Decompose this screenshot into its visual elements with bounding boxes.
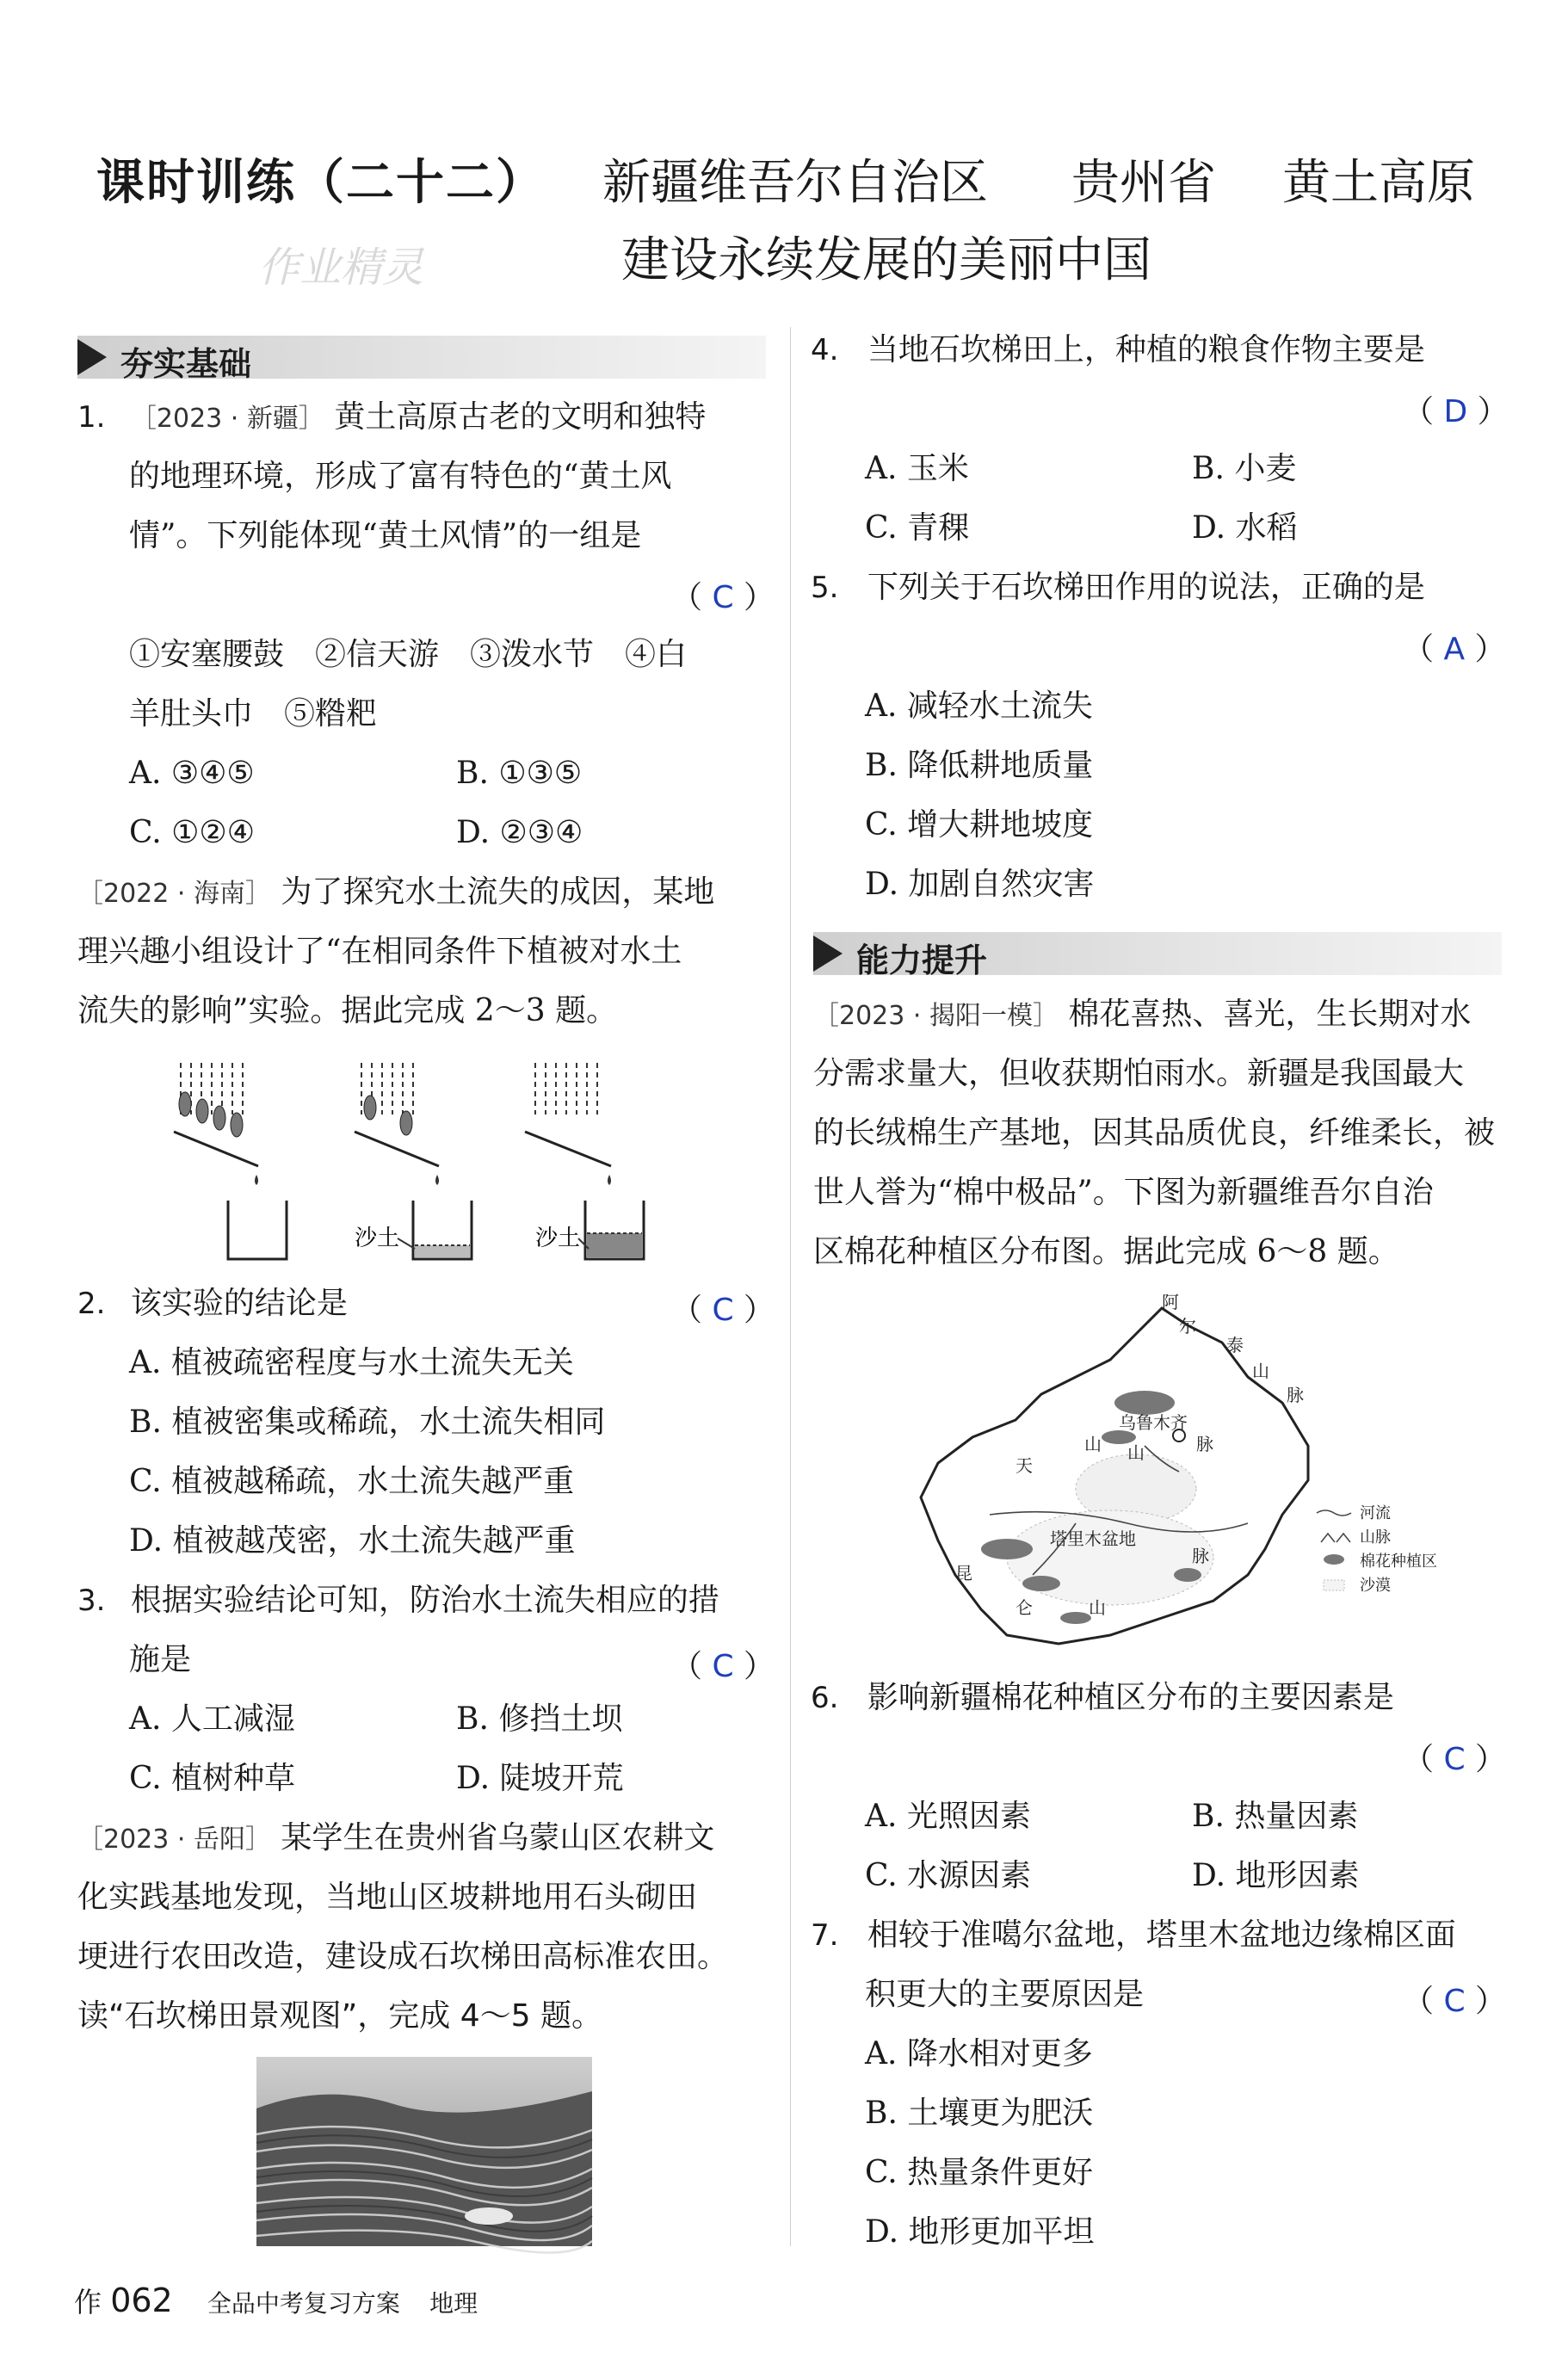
q2-number: 2.	[77, 1287, 106, 1321]
section-advanced	[813, 932, 1502, 979]
q4-line	[811, 320, 1425, 380]
q4-option-a: A. 玉米	[865, 451, 969, 486]
q3-stem-1: 根据实验结论可知，防治水土流失相应的措	[130, 1583, 719, 1618]
page-footer	[74, 2281, 478, 2320]
q7-option-c: C. 热量条件更好	[865, 2155, 1094, 2190]
intro23-text-3: 流失的影响”实验。据此完成 2～3 题。	[77, 993, 618, 1028]
q3-option-d: D. 陡坡开荒	[456, 1761, 624, 1796]
page-number: 062	[110, 2281, 173, 2319]
q5-line	[811, 558, 1425, 618]
q6-option-b: B. 热量因素	[1192, 1799, 1359, 1834]
experiment-setup-dense	[174, 1063, 287, 1259]
q6-option-c: C. 水源因素	[865, 1858, 1032, 1893]
q1-items-1: ①安塞腰鼓 ②信天游 ③泼水节 ④白	[129, 637, 688, 672]
q2-option-a: A. 植被疏密程度与水土流失无关	[129, 1345, 574, 1380]
footer-book-title: 全品中考复习方案	[207, 2289, 400, 2318]
intro68-text-5: 区棉花种植区分布图。据此完成 6～8 题。	[813, 1234, 1399, 1269]
q1-line1	[77, 387, 706, 448]
q5-option-c: C. 增大耕地坡度	[865, 807, 1094, 843]
region-xinjiang: 新疆维吾尔自治区	[602, 155, 988, 211]
q1-number: 1.	[77, 400, 106, 435]
column-divider	[790, 327, 791, 2246]
q6-answer: C	[1443, 1742, 1466, 1777]
section-arrow-icon	[813, 935, 843, 972]
intro45-text-3: 埂进行农田改造，建设成石坎梯田高标准农田。	[77, 1939, 729, 1974]
q5-option-a: A. 减轻水土流失	[865, 688, 1093, 724]
intro23-text-2: 理兴趣小组设计了“在相同条件下植被对水土	[77, 934, 682, 969]
map-label-shan-2: 山	[1127, 1442, 1145, 1463]
q4-stem: 当地石坎梯田上，种植的粮食作物主要是	[867, 332, 1425, 367]
q6-option-a: A. 光照因素	[865, 1799, 1031, 1834]
q7-line1	[811, 1905, 1456, 1966]
intro45-source-tag: ［2023 · 岳阳］	[77, 1824, 271, 1855]
q1-option-b: B. ①③⑤	[456, 756, 583, 791]
q1-stem-2: 的地理环境，形成了富有特色的“黄土风	[129, 459, 672, 494]
q3-line1	[77, 1571, 719, 1631]
intro68-text-3: 的长绒棉生产基地，因其品质优良，纤维柔长，被	[813, 1115, 1496, 1151]
section-arrow-icon	[77, 339, 107, 375]
q7-answer-box: （ C ）	[1403, 1984, 1507, 2019]
footer-prefix: 作	[74, 2286, 102, 2318]
lesson-subtitle: 建设永续发展的美丽中国	[621, 232, 1151, 288]
intro45-line1	[77, 1808, 714, 1869]
experiment-label-sand-2: 沙土	[535, 1226, 581, 1251]
xinjiang-cotton-map	[904, 1291, 1437, 1661]
q2-answer: C	[712, 1293, 734, 1328]
q6-line	[811, 1668, 1394, 1728]
q2-option-b: B. 植被密集或稀疏，水土流失相同	[129, 1405, 606, 1440]
q5-number: 5.	[811, 571, 839, 605]
legend-river: 河流	[1360, 1504, 1391, 1522]
legend-mountain: 山脉	[1360, 1528, 1391, 1547]
q3-stem-2: 施是	[129, 1642, 192, 1677]
q7-number: 7.	[811, 1918, 839, 1953]
map-label-lun: 仑	[1015, 1597, 1033, 1618]
q7-option-b: B. 土壤更为肥沃	[865, 2096, 1094, 2131]
q1-option-a: A. ③④⑤	[129, 756, 255, 791]
lesson-title: 课时训练（二十二）	[96, 155, 546, 211]
intro68-text-2: 分需求量大，但收获期怕雨水。新疆是我国最大	[813, 1056, 1465, 1091]
experiment-label-sand-1: 沙土	[355, 1226, 400, 1251]
q4-option-c: C. 青稞	[865, 510, 970, 546]
map-label-mai-altai: 脉	[1287, 1385, 1304, 1405]
legend-cotton: 棉花种植区	[1360, 1553, 1437, 1571]
q5-option-d: D. 加剧自然灾害	[865, 867, 1095, 902]
intro68-text-4: 世人誉为“棉中极品”。下图为新疆维吾尔自治	[813, 1175, 1434, 1210]
map-label-urumqi: 乌鲁木齐	[1119, 1412, 1188, 1433]
intro23-source-tag: ［2022 · 海南］	[77, 879, 271, 909]
map-label-mai-kunlun: 脉	[1192, 1546, 1209, 1566]
q1-answer-box: （ C ）	[671, 580, 775, 615]
map-label-tai: 泰	[1226, 1335, 1244, 1355]
footer-subject: 地理	[429, 2289, 478, 2318]
section-advanced-title: 能力提升	[856, 942, 988, 979]
intro23-text-1: 为了探究水土流失的成因，某地	[281, 874, 715, 910]
q6-number: 6.	[811, 1681, 839, 1715]
q5-option-b: B. 降低耕地质量	[865, 748, 1094, 783]
q2-line	[77, 1274, 348, 1334]
q1-option-c: C. ①②④	[129, 815, 255, 850]
map-legend	[1317, 1504, 1437, 1595]
map-label-shan-kunlun: 山	[1089, 1597, 1106, 1618]
intro68-source-tag: ［2023 · 揭阳一模］	[813, 1001, 1059, 1031]
q2-option-d: D. 植被越茂密，水土流失越严重	[129, 1523, 576, 1559]
intro45-text-1: 某学生在贵州省乌蒙山区农耕文	[281, 1820, 715, 1855]
experiment-diagram	[164, 1054, 663, 1278]
q7-answer: C	[1443, 1984, 1466, 2019]
q1-answer: C	[712, 580, 734, 615]
q2-answer-box: （ C ）	[671, 1293, 775, 1328]
q4-number: 4.	[811, 333, 839, 367]
section-basic	[77, 336, 766, 383]
q3-answer-box: （ C ）	[671, 1649, 775, 1684]
map-label-mai-tian: 脉	[1196, 1434, 1213, 1454]
q4-option-b: B. 小麦	[1192, 451, 1297, 486]
q5-answer: A	[1443, 632, 1466, 667]
q1-option-d: D. ②③④	[456, 815, 583, 850]
intro68-line1	[813, 985, 1471, 1046]
q4-answer-box: （ D ）	[1403, 394, 1509, 429]
section-basic-title: 夯实基础	[120, 345, 252, 383]
q7-option-a: A. 降水相对更多	[865, 2036, 1093, 2071]
q7-stem-1: 相较于准噶尔盆地，塔里木盆地边缘棉区面	[867, 1917, 1456, 1953]
q1-stem-1: 黄土高原古老的文明和独特	[334, 399, 707, 435]
terrace-landscape-photo	[256, 2057, 592, 2246]
q1-items-2: 羊肚头巾 ⑤糌粑	[129, 696, 378, 732]
q1-source-tag: ［2023 · 新疆］	[130, 404, 324, 434]
q6-option-d: D. 地形因素	[1192, 1858, 1360, 1893]
q4-option-d: D. 水稻	[1192, 510, 1298, 546]
map-label-kun: 昆	[955, 1563, 972, 1584]
q3-answer: C	[712, 1649, 734, 1684]
intro23-line1	[77, 862, 714, 923]
intro45-text-2: 化实践基地发现，当地山区坡耕地用石头砌田	[77, 1880, 698, 1915]
q2-stem: 该实验的结论是	[130, 1286, 348, 1321]
watermark-logo: 作业精灵	[258, 244, 424, 292]
q5-answer-box: （ A ）	[1403, 632, 1506, 667]
intro45-text-4: 读“石坎梯田景观图”，完成 4～5 题。	[77, 1998, 602, 2034]
map-label-tarim: 塔里木盆地	[1050, 1528, 1136, 1549]
q1-stem-3: 情”。下列能体现“黄土风情”的一组是	[129, 518, 642, 553]
q3-option-b: B. 修挡土坝	[456, 1701, 623, 1737]
q3-option-c: C. 植树种草	[129, 1761, 296, 1796]
map-label-tian: 天	[1015, 1455, 1033, 1476]
map-label-shan-1: 山	[1084, 1434, 1102, 1454]
q5-stem: 下列关于石坎梯田作用的说法，正确的是	[867, 570, 1425, 605]
map-label-shan-altai: 山	[1252, 1361, 1269, 1381]
q4-answer: D	[1443, 394, 1468, 429]
q3-number: 3.	[77, 1584, 106, 1618]
map-label-er: 尔	[1179, 1316, 1196, 1337]
region-loess-plateau: 黄土高原	[1282, 155, 1475, 211]
region-guizhou: 贵州省	[1071, 155, 1216, 211]
intro68-text-1: 棉花喜热、喜光，生长期对水	[1068, 997, 1472, 1032]
q6-stem: 影响新疆棉花种植区分布的主要因素是	[867, 1680, 1394, 1715]
q7-option-d: D. 地形更加平坦	[865, 2214, 1095, 2250]
q7-stem-2: 积更大的主要原因是	[865, 1977, 1145, 2012]
q6-answer-box: （ C ）	[1403, 1742, 1507, 1777]
legend-desert: 沙漠	[1360, 1577, 1391, 1595]
q3-option-a: A. 人工减湿	[129, 1701, 295, 1737]
map-label-a: 阿	[1162, 1292, 1179, 1312]
q2-option-c: C. 植被越稀疏，水土流失越严重	[129, 1464, 575, 1499]
